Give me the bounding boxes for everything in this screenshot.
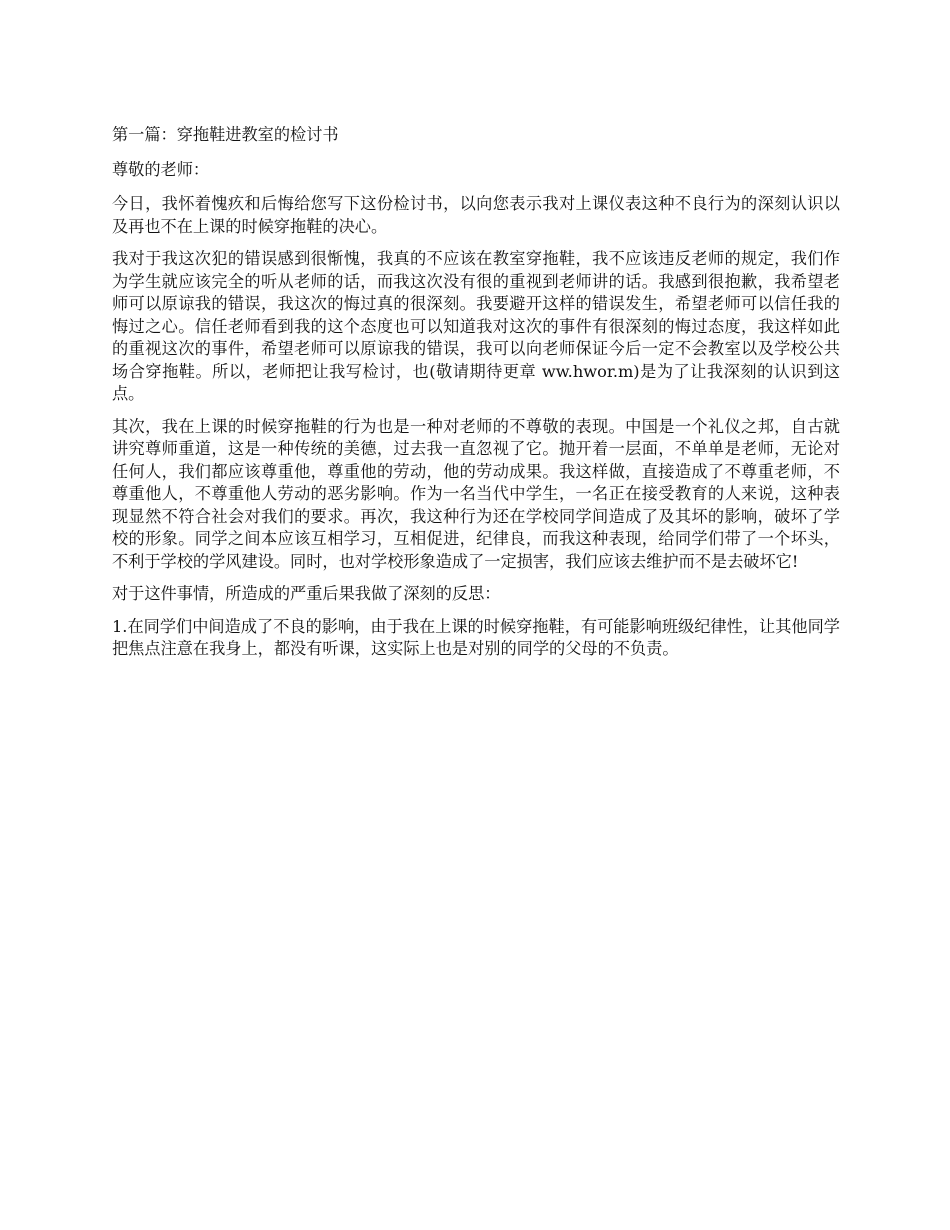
paragraph-reflection-point-1: 1.在同学们中间造成了不良的影响，由于我在上课的时候穿拖鞋，有可能影响班级纪律性，让其他同学把焦点注意在我身上，都没有听课，这实际上也是对别的同学的父母的不负责。 (112, 616, 840, 658)
paragraph-respect: 其次，我在上课的时候穿拖鞋的行为也是一种对老师的不尊敬的表现。中国是一个礼仪之邦，自古就讲究尊师重道，这是一种传统的美德，过去我一直忽视了它。抛开着一层面，不单单是老师，无论对任何人，我们都应该尊重他，尊重他的劳动，他的劳动成果。我这样做，直接造成了不尊重老师，不尊重他人，不尊重他人劳动的恶劣影响。作为一名当代中学生，一名正在接受教育的人来说，这种表现显然不符合社会对我们的要求。再次，我这种行为还在学校同学间造成了及其坏的影响，破坏了学校的形象。同学之间本应该互相学习，互相促进，纪律良，而我这种表现，给同学们带了一个坏头，不利于学校的学风建设。同时，也对学校形象造成了一定损害，我们应该去维护而不是去破坏它! (112, 416, 840, 571)
paragraph-reflection-intro: 对于这件事情，所造成的严重后果我做了深刻的反思： (112, 584, 501, 603)
paragraph-intro: 今日，我怀着愧疚和后悔给您写下这份检讨书，以向您表示我对上课仪表这种不良行为的深刻认识以及再也不在上课的时候穿拖鞋的决心。 (112, 194, 840, 236)
document-body (112, 124, 840, 671)
paragraph-apology: 我对于我这次犯的错误感到很惭愧，我真的不应该在教室穿拖鞋，我不应该违反老师的规定，我们作为学生就应该完全的听从老师的话，而我这次没有很的重视到老师讲的话。我感到很抱歉，我希望老师可以原谅我的错误，我这次的悔过真的很深刻。我要避开这样的错误发生，希望老师可以信任我的悔过之心。信任老师看到我的这个态度也可以知道我对这次的事件有很深刻的悔过态度，我这样如此的重视这次的事件，希望老师可以原谅我的错误，我可以向老师保证今后一定不会教室以及学校公共场合穿拖鞋。所以，老师把让我写检讨，也(敬请期待更章 ww.hwor.m)是为了让我深刻的认识到这点。 (112, 249, 840, 403)
salutation: 尊敬的老师： (112, 159, 210, 179)
document-title: 第一篇：穿拖鞋进教室的检讨书 (112, 125, 339, 144)
